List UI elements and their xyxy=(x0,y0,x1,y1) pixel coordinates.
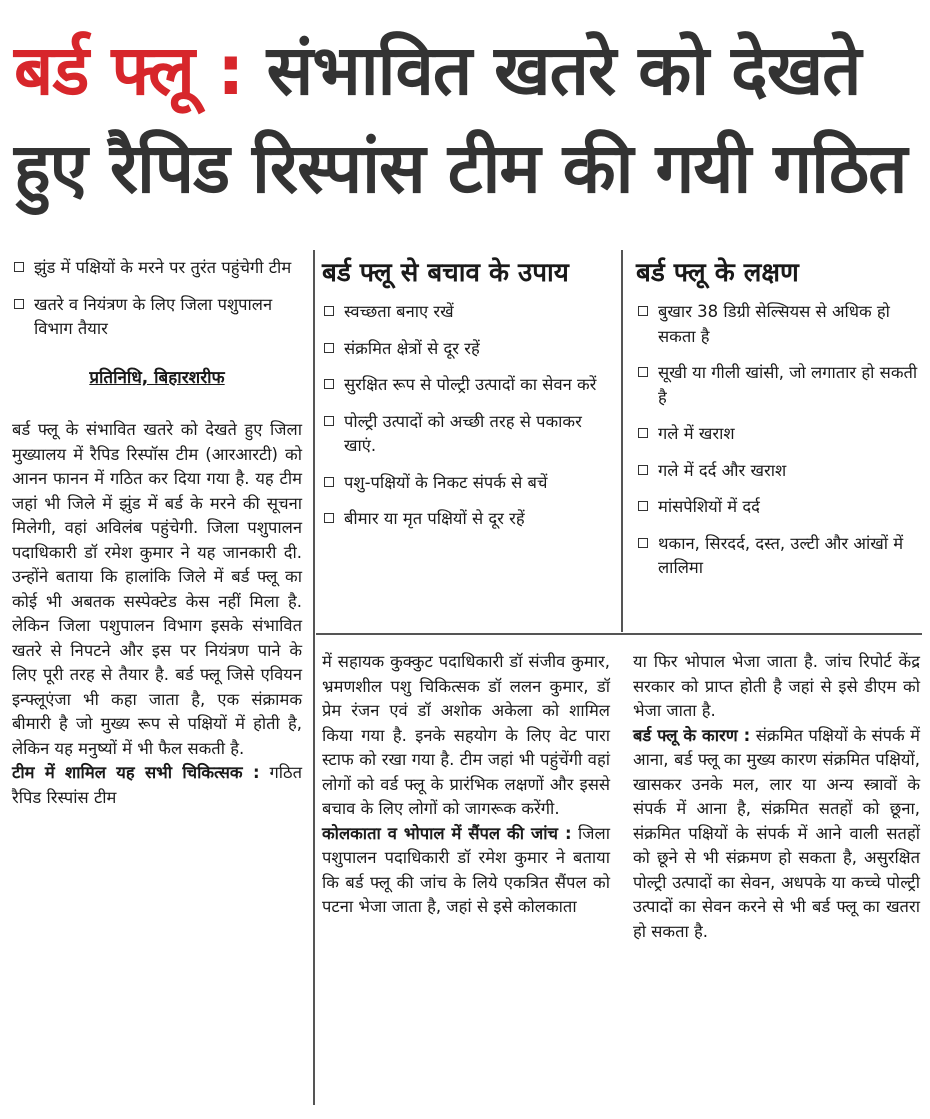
checkbox-bullet-icon xyxy=(14,299,24,309)
checkbox-bullet-icon xyxy=(14,262,24,272)
headline-line-1-rest: संभावित खतरे को देखते xyxy=(266,31,861,111)
highlight-list xyxy=(12,256,302,342)
checkbox-bullet-icon xyxy=(638,465,648,475)
headline-line-1 xyxy=(14,22,919,120)
team-section xyxy=(12,761,302,810)
highlight-item: खतरे व नियंत्रण के लिए जिला पशुपालन विभाग तैयार xyxy=(12,293,302,342)
checkbox-bullet-icon xyxy=(638,367,648,377)
checkbox-bullet-icon xyxy=(638,538,648,548)
sample-section-heading: कोलकाता व भोपाल में सैंपल की जांच : xyxy=(322,823,572,843)
headline-line-2: हुए रैपिड रिस्पांस टीम की गयी गठित xyxy=(14,129,907,209)
byline: प्रतिनिधि, बिहारशरीफ xyxy=(89,367,225,388)
symptom-item: बुखार 38 डिग्री सेल्सियस से अधिक हो सकता है xyxy=(636,300,918,349)
checkbox-bullet-icon xyxy=(324,513,334,523)
prevention-item: बीमार या मृत पक्षियों से दूर रहें xyxy=(322,507,600,532)
checkbox-bullet-icon xyxy=(324,477,334,487)
prevention-list xyxy=(322,300,600,532)
checkbox-bullet-icon xyxy=(324,416,334,426)
headline xyxy=(14,22,919,218)
column-divider xyxy=(313,250,315,1105)
checkbox-bullet-icon xyxy=(324,343,334,353)
checkbox-bullet-icon xyxy=(638,501,648,511)
causes-section-heading: बर्ड फ्लू के कारण : xyxy=(633,725,751,745)
prevention-item: संक्रमित क्षेत्रों से दूर रहें xyxy=(322,337,600,362)
symptoms-title: बर्ड फ्लू के लक्षण xyxy=(636,258,799,288)
highlight-item: झुंड में पक्षियों के मरने पर तुरंत पहुंचेगी टीम xyxy=(12,256,302,281)
column-1 xyxy=(12,256,302,810)
column-2 xyxy=(322,650,610,920)
symptoms-box xyxy=(636,256,918,593)
checkbox-bullet-icon xyxy=(324,379,334,389)
causes-section-text: संक्रमित पक्षियों के संपर्क में आना, बर्ड फ्लू का मुख्य कारण संक्रमित पक्षियों, खासकर उनके मल, लार या अन्य स्त्रावों के संपर्क में आना है, संक्रमित सतहों को छूना, संक्रमित पक्षियों के संपर्क में आने वाली सतहों को छूने से भी संक्रमण हो सकता है, असुरक्षित पोल्ट्री उत्पादों का सेवन, अधपके या कच्चे पोल्ट्री उत्पादों का सेवन करने से भी बर्ड फ्लू का खतरा हो सकता है. xyxy=(633,725,920,941)
prevention-item: सुरक्षित रूप से पोल्ट्री उत्पादों का सेवन करें xyxy=(322,373,600,398)
box-bottom-rule xyxy=(316,633,922,635)
causes-section xyxy=(633,724,920,945)
symptom-item: गले में दर्द और खराश xyxy=(636,459,918,484)
prevention-item: पशु-पक्षियों के निकट संपर्क से बचें xyxy=(322,471,600,496)
column-3 xyxy=(633,650,920,944)
sample-section-text: जिला पशुपालन पदाधिकारी डॉ रमेश कुमार ने बताया कि बर्ड फ्लू की जांच के लिये एकत्रित सैंपल को पटना भेजा जाता है, जहां से इसे कोलकाता xyxy=(322,823,611,916)
prevention-box xyxy=(322,256,600,544)
checkbox-bullet-icon xyxy=(324,306,334,316)
headline-prefix: बर्ड फ्लू : xyxy=(14,31,244,111)
prevention-item: स्वच्छता बनाए रखें xyxy=(322,300,600,325)
article-body-1: बर्ड फ्लू के संभावित खतरे को देखते हुए जिला मुख्यालय में रैपिड रिस्पॉस टीम (आरआरटी) को आनन फानन में गठित कर दिया गया है. यह टीम जहां भी जिले में झुंड में बर्ड के मरने की सूचना मिलेगी, वहां अविलंब पहुंचेगी. जिला पशुपालन पदाधिकारी डॉ रमेश कुमार ने यह जानकारी दी. उन्होंने बताया कि हालांकि जिले में बर्ड फ्लू का कोई भी अबतक सस्पेक्टेड केस नहीं मिला है. लेकिन जिला पशुपालन विभाग इसके संभावित खतरे से निपटने और इस पर नियंत्रण पाने के लिए पूरी तरह से तैयार है. बर्ड फ्लू जिसे एवियन इन्फ्लूएंजा भी कहा जाता है, एक संक्रामक बीमारी है जो मुख्य रूप से पक्षियों में होती है, लेकिन यह मनुष्यों में भी फैल सकती है. xyxy=(12,420,302,758)
symptoms-list xyxy=(636,300,918,581)
checkbox-bullet-icon xyxy=(638,428,648,438)
checkbox-bullet-icon xyxy=(638,306,648,316)
symptom-item: थकान, सिरदर्द, दस्त, उल्टी और आंखों में लालिमा xyxy=(636,532,918,581)
team-section-text: गठित रैपिड रिस्पांस टीम xyxy=(12,763,302,807)
symptom-item: मांसपेशियों में दर्द xyxy=(636,495,918,520)
box-divider xyxy=(621,250,623,632)
article-body-3: या फिर भोपाल भेजा जाता है. जांच रिपोर्ट केंद्र सरकार को प्राप्त होती है जहां से इसे डीएम को भेजा जाता है. xyxy=(633,652,920,720)
symptom-item: सूखी या गीली खांसी, जो लगातार हो सकती है xyxy=(636,361,918,410)
team-section-heading: टीम में शामिल यह सभी चिकित्सक : xyxy=(12,763,260,782)
symptom-item: गले में खराश xyxy=(636,422,918,447)
prevention-title: बर्ड फ्लू से बचाव के उपाय xyxy=(322,258,569,288)
sample-section xyxy=(322,822,610,920)
prevention-item: पोल्ट्री उत्पादों को अच्छी तरह से पकाकर खाएं. xyxy=(322,410,600,459)
article-body-2: में सहायक कुक्कुट पदाधिकारी डॉ संजीव कुमार, भ्रमणशील पशु चिकित्सक डॉ ललन कुमार, डॉ प्रेम रंजन एवं डॉ अशोक अकेला को शामिल किया गया है. इनके सहयोग के लिए वेट पारा स्टाफ को रखा गया है. टीम जहां भी पहुंचेंगी वहां लोगों को वर्ड फ्लू के प्रारंभिक लक्षणों और इससे बचाव के लिए लोगों को जागरूक करेंगी. xyxy=(322,652,610,818)
